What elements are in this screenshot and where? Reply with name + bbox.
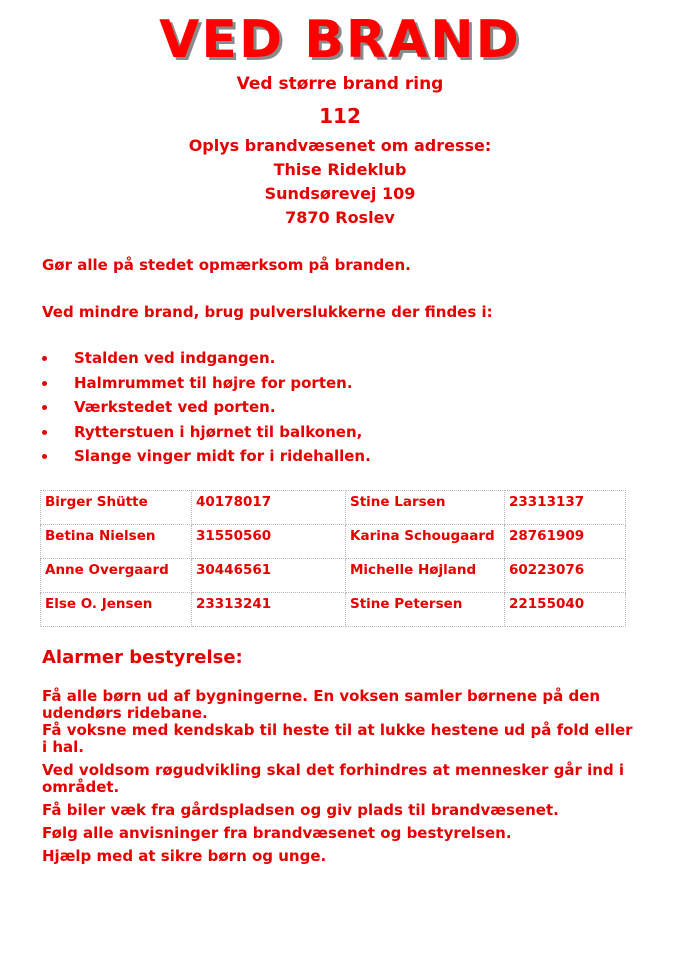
address-block [0,134,680,230]
instructions-block [42,688,642,871]
contact-phone: 31550560 [192,525,346,559]
table-row [41,593,626,627]
page-title: VED BRAND [159,10,521,70]
contact-name: Betina Nielsen [41,525,192,559]
location-label: Halmrummet til højre for porten. [74,373,353,392]
address-street: Sundsørevej 109 [264,184,416,203]
subtitle: Ved større brand ring [236,74,444,94]
address-intro: Oplys brandvæsenet om adresse: [188,136,492,155]
contact-name: Anne Overgaard [41,559,192,593]
contact-name: Else O. Jensen [41,593,192,627]
location-label: Rytterstuen i hjørnet til balkonen, [74,422,363,441]
bullet-icon [42,405,47,410]
instruction-line: Hjælp med at sikre børn og unge. [42,847,327,865]
contact-name: Michelle Højland [346,559,505,593]
bullet-icon [42,356,47,361]
list-item [42,446,642,471]
address-name: Thise Rideklub [273,160,407,179]
list-item [42,373,642,398]
emergency-number: 112 [319,104,361,128]
bullet-icon [42,430,47,435]
contacts-table [40,490,626,627]
contact-phone: 28761909 [505,525,626,559]
table-row [41,491,626,525]
table-row [41,559,626,593]
location-label: Værkstedet ved porten. [74,398,276,416]
contact-phone: 40178017 [192,491,346,525]
board-alarm-heading: Alarmer bestyrelse: [42,647,243,668]
contact-name: Stine Petersen [346,593,505,627]
list-item [42,397,642,422]
contact-name: Birger Shütte [41,491,192,525]
alert-notice: Gør alle på stedet opmærksom på branden. [42,256,411,274]
extinguisher-locations-list [42,348,642,471]
contact-phone: 22155040 [505,593,626,627]
instruction-line: Få alle børn ud af bygningerne. En voksen samler børnene på den udendørs ridebane. [42,687,601,722]
instruction-line: Følg alle anvisninger fra brandvæsenet og bestyrelsen. [42,824,512,842]
instruction-line: Ved voldsom røgudvikling skal det forhindres at mennesker går ind i området. [42,761,625,796]
location-label: Stalden ved indgangen. [74,349,276,367]
location-label: Slange vinger midt for i ridehallen. [74,447,371,465]
contact-phone: 60223076 [505,559,626,593]
contact-phone: 30446561 [192,559,346,593]
contact-name: Stine Larsen [346,491,505,525]
instruction-line: Få voksne med kendskab til heste til at lukke hestene ud på fold eller i hal. [42,721,633,756]
contact-name: Karina Schougaard [346,525,505,559]
bullet-icon [42,454,47,459]
contact-phone: 23313241 [192,593,346,627]
table-row [41,525,626,559]
list-item [42,348,642,373]
instruction-line: Få biler væk fra gårdspladsen og giv plads til brandvæsenet. [42,801,559,819]
extinguisher-intro: Ved mindre brand, brug pulverslukkerne der findes i: [42,303,493,321]
bullet-icon [42,381,47,386]
contact-phone: 23313137 [505,491,626,525]
list-item [42,422,642,447]
address-city: 7870 Roslev [285,208,395,227]
